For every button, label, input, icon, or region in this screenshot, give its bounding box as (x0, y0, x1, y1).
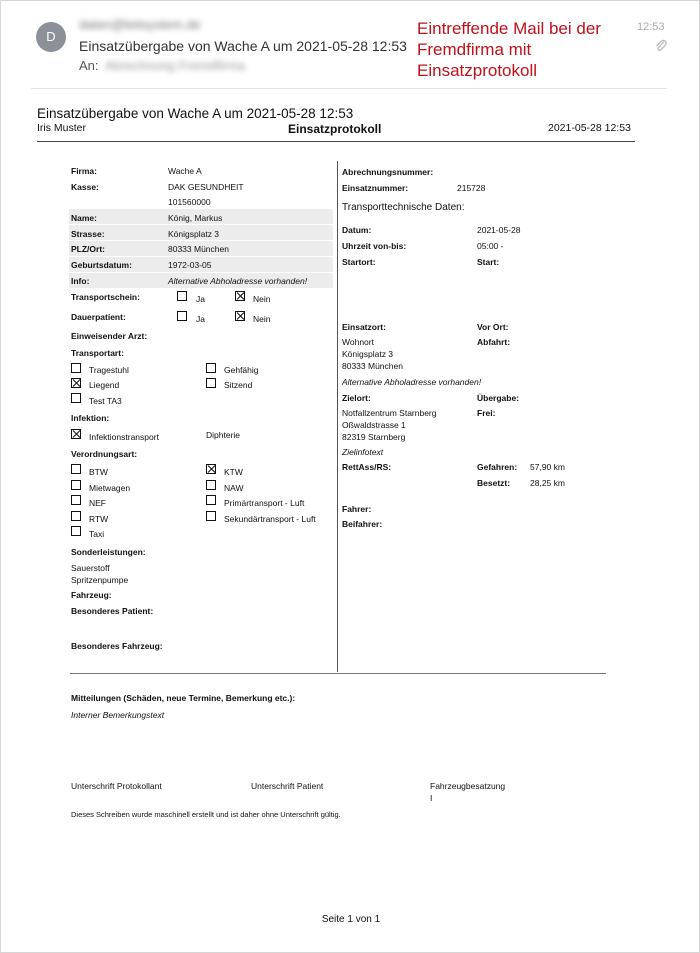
gefahren-value: 57,90 km (530, 462, 565, 472)
document-date: 2021-05-28 12:53 (548, 122, 631, 134)
start-label: Start: (477, 257, 500, 267)
transportart-label: Transportart: (71, 348, 124, 358)
startort-label: Startort: (342, 257, 376, 267)
mail-time: 12:53 (637, 21, 665, 33)
transporttechnische-daten-heading: Transporttechnische Daten: (342, 202, 465, 213)
paperclip-icon[interactable] (655, 39, 667, 53)
einsatznummer-value: 215728 (457, 183, 486, 193)
gehfaehig-checkbox[interactable] (206, 363, 216, 373)
gehfaehig-label: Gehfähig (224, 365, 259, 375)
beifahrer-label: Beifahrer: (342, 519, 383, 529)
sitzend-label: Sitzend (224, 380, 253, 390)
header-divider (31, 88, 667, 89)
datum-label: Datum: (342, 225, 372, 235)
einweisender-arzt-label: Einweisender Arzt: (71, 331, 148, 341)
zielort-line: Oßwaldstrasse 1 (342, 420, 406, 430)
primaertransport-checkbox[interactable] (206, 495, 216, 505)
ktw-label: KTW (224, 467, 243, 477)
transportschein-nein-checkbox[interactable] (235, 291, 245, 301)
signature-protokollant: Unterschrift Protokollant (71, 781, 162, 791)
besonderes-patient-label: Besonderes Patient: (71, 606, 154, 616)
strasse-label: Strasse: (71, 229, 105, 239)
einsatzort-line: Wohnort (342, 337, 374, 347)
sonderleistungen-label: Sonderleistungen: (71, 547, 146, 557)
besonderes-fahrzeug-label: Besonderes Fahrzeug: (71, 641, 163, 651)
diphterie-value: Diphterie (206, 430, 241, 440)
tragestuhl-label: Tragestuhl (89, 365, 129, 375)
plz-label: PLZ/Ort: (71, 244, 105, 254)
document-top-line (37, 141, 635, 142)
mail-subject: Einsatzübergabe von Wache A um 2021-05-28 12:53 (79, 38, 407, 54)
info-label: Info: (71, 276, 90, 286)
nef-label: NEF (89, 498, 106, 508)
rtw-label: RTW (89, 514, 109, 524)
strasse-value: Königsplatz 3 (168, 229, 220, 239)
mietwagen-label: Mietwagen (89, 483, 131, 493)
mietwagen-checkbox[interactable] (71, 480, 81, 490)
document-user: Iris Muster (37, 122, 87, 134)
fahrzeug-label: Fahrzeug: (71, 590, 112, 600)
name-value: König, Markus (168, 213, 223, 223)
datum-value: 2021-05-28 (477, 225, 521, 235)
nef-checkbox[interactable] (71, 495, 81, 505)
alternative-adresse-note: Alternative Abholadresse vorhanden! (342, 377, 482, 387)
liegend-checkbox[interactable] (71, 378, 81, 388)
besetzt-label: Besetzt: (477, 478, 511, 488)
test-ta3-label: Test TA3 (89, 396, 122, 406)
infektion-label: Infektion: (71, 413, 110, 423)
sekundaertransport-checkbox[interactable] (206, 511, 216, 521)
uhrzeit-value: 05:00 - (477, 241, 504, 251)
primaertransport-label: Primärtransport - Luft (224, 498, 305, 508)
rtw-checkbox[interactable] (71, 511, 81, 521)
mitteilungen-label: Mitteilungen (Schäden, neue Termine, Bemerkung etc.): (71, 693, 296, 703)
kasse-number: 101560000 (168, 197, 211, 207)
uebergabe-label: Übergabe: (477, 393, 520, 403)
infektionstransport-checkbox[interactable] (71, 429, 81, 439)
transportschein-nein-label: Nein (253, 294, 271, 304)
abrechnungsnummer-label: Abrechnungsnummer: (342, 167, 434, 177)
taxi-label: Taxi (89, 529, 105, 539)
signature-fahrzeugbesatzung: Fahrzeugbesatzung (430, 781, 506, 791)
page-number: Seite 1 von 1 (321, 914, 381, 925)
sender-avatar[interactable]: D (36, 22, 66, 52)
abfahrt-label: Abfahrt: (477, 337, 511, 347)
uhrzeit-label: Uhrzeit von-bis: (342, 241, 407, 251)
info-value: Alternative Abholadresse vorhanden! (168, 276, 308, 286)
sonderleistung-item: Sauerstoff (71, 563, 110, 573)
firma-value: Wache A (168, 166, 202, 176)
besetzt-value: 28,25 km (530, 478, 565, 488)
geburtsdatum-label: Geburtsdatum: (71, 260, 132, 270)
section-divider (70, 673, 606, 674)
taxi-checkbox[interactable] (71, 526, 81, 536)
tragestuhl-checkbox[interactable] (71, 363, 81, 373)
zielort-line: 82319 Starnberg (342, 432, 406, 442)
fahrer-label: Fahrer: (342, 504, 372, 514)
zielort-line: Notfallzentrum Starnberg (342, 408, 437, 418)
einsatznummer-label: Einsatznummer: (342, 183, 409, 193)
signature-patient: Unterschrift Patient (251, 781, 324, 791)
dauerpatient-nein-checkbox[interactable] (235, 311, 245, 321)
einsatzort-line: 80333 München (342, 361, 403, 371)
kasse-label: Kasse: (71, 182, 99, 192)
zielort-label: Zielort: (342, 393, 371, 403)
gefahren-label: Gefahren: (477, 462, 518, 472)
frei-label: Frei: (477, 408, 496, 418)
dauerpatient-ja-checkbox[interactable] (177, 311, 187, 321)
btw-checkbox[interactable] (71, 464, 81, 474)
transportschein-ja-label: Ja (196, 294, 205, 304)
name-label: Name: (71, 213, 97, 223)
verordnungsart-label: Verordnungsart: (71, 449, 138, 459)
plz-value: 80333 München (168, 244, 229, 254)
einsatzort-label: Einsatzort: (342, 322, 386, 332)
kasse-value: DAK GESUNDHEIT (168, 182, 244, 192)
naw-checkbox[interactable] (206, 480, 216, 490)
liegend-label: Liegend (89, 380, 120, 390)
ktw-checkbox[interactable] (206, 464, 216, 474)
signature-mark: I (430, 793, 433, 803)
transportschein-label: Transportschein: (71, 292, 140, 302)
dauerpatient-nein-label: Nein (253, 314, 271, 324)
naw-label: NAW (224, 483, 244, 493)
rettass-label: RettAss/RS: (342, 462, 392, 472)
sitzend-checkbox[interactable] (206, 378, 216, 388)
infektionstransport-label: Infektionstransport (89, 432, 159, 442)
vor-ort-label: Vor Ort: (477, 322, 509, 332)
sender-address[interactable]: daten@leitsystem.de (79, 17, 201, 32)
dauerpatient-ja-label: Ja (196, 314, 205, 324)
recipient-label: An: (79, 58, 99, 73)
btw-label: BTW (89, 467, 108, 477)
recipient-address[interactable]: Abrechnung Fremdfirma (105, 58, 246, 73)
document-title: Einsatzübergabe von Wache A um 2021-05-28 12:53 (37, 106, 354, 121)
sekundaertransport-label: Sekundärtransport - Luft (224, 514, 316, 524)
disclaimer-text: Dieses Schreiben wurde maschinell erstellt und ist daher ohne Unterschrift gültig. (71, 810, 341, 819)
einsatzort-line: Königsplatz 3 (342, 349, 394, 359)
bemerkung-text: Interner Bemerkungstext (71, 710, 165, 720)
firma-label: Firma: (71, 166, 97, 176)
zielinfo-text: Zielinfotext (342, 447, 384, 457)
sonderleistung-item: Spritzenpumpe (71, 575, 129, 585)
column-divider (337, 161, 338, 672)
annotation-note: Eintreffende Mail bei der Fremdfirma mit Einsatzprotokoll (417, 19, 601, 80)
test-ta3-checkbox[interactable] (71, 393, 81, 403)
dauerpatient-label: Dauerpatient: (71, 312, 126, 322)
document-heading: Einsatzprotokoll (288, 122, 382, 136)
transportschein-ja-checkbox[interactable] (177, 291, 187, 301)
geburtsdatum-value: 1972-03-05 (168, 260, 212, 270)
